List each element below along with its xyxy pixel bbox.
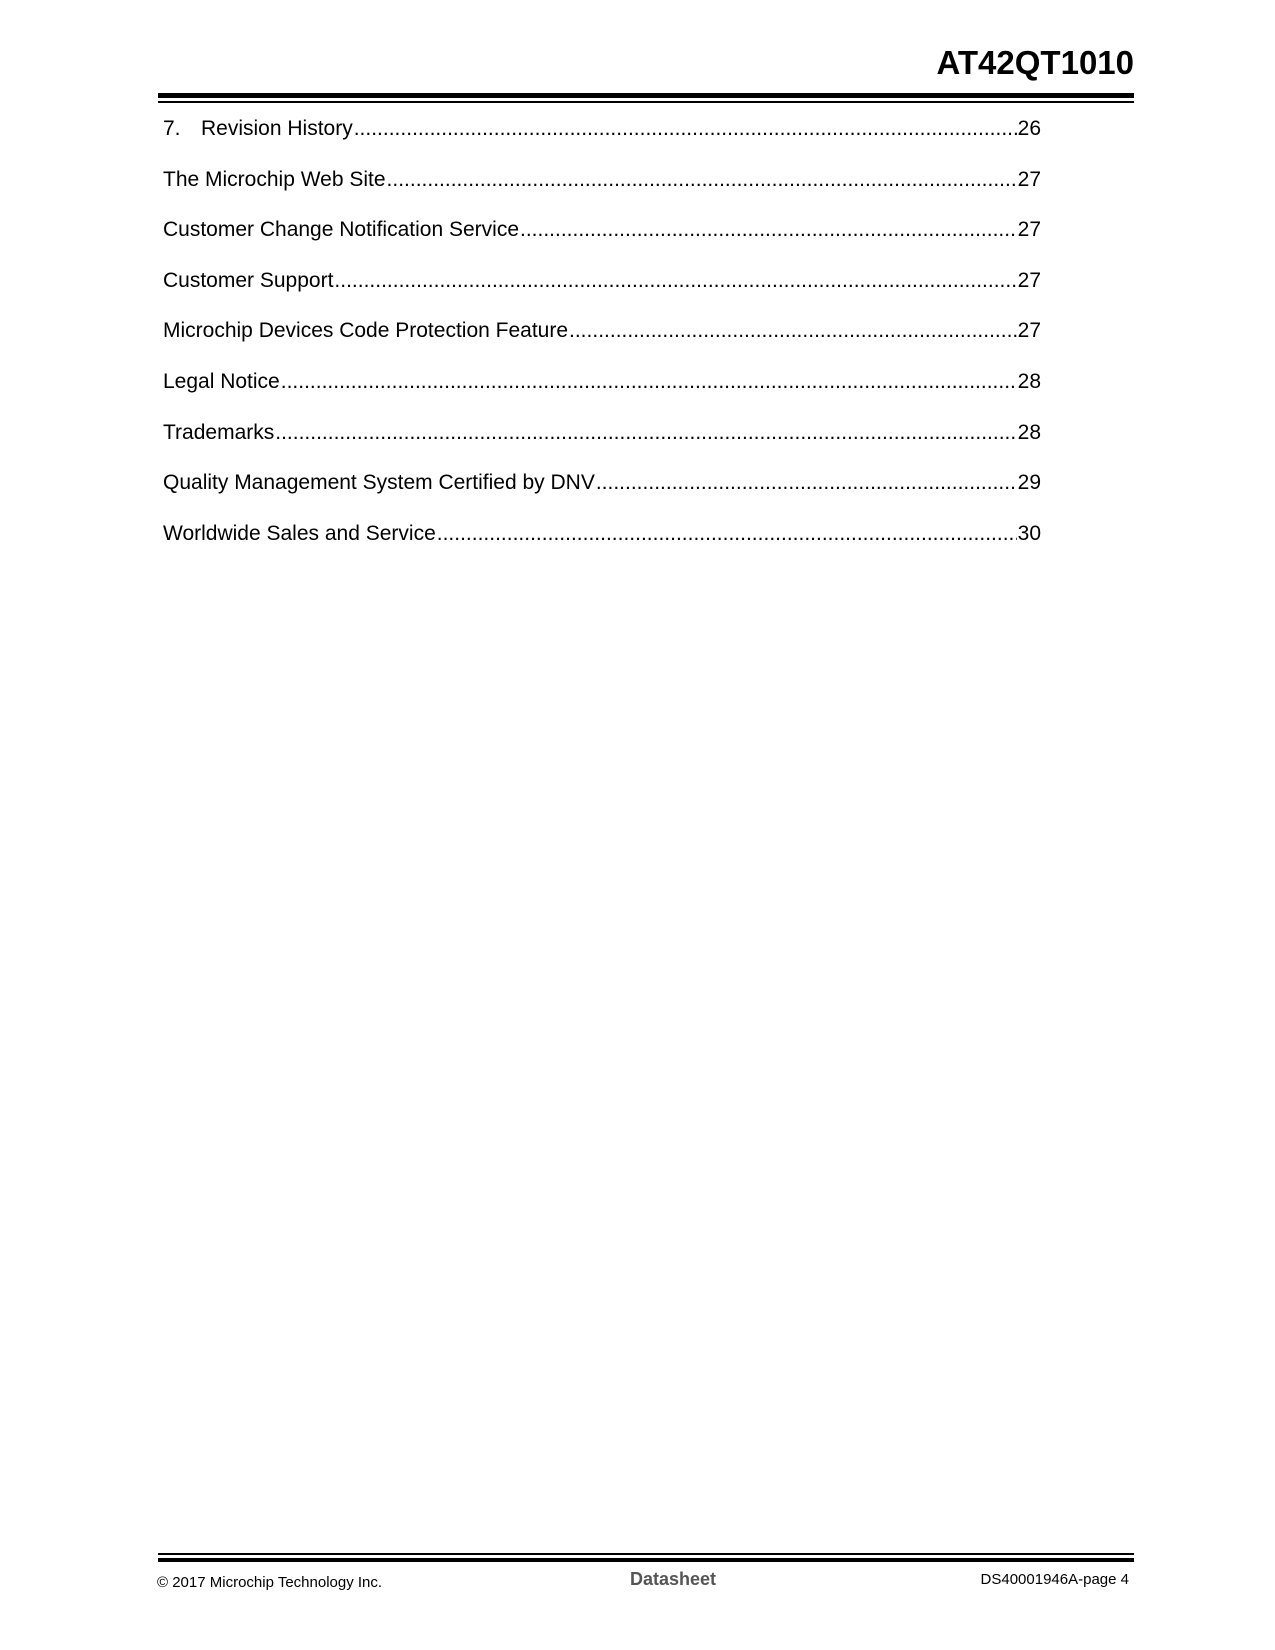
toc-entry-change-notification[interactable] <box>163 219 1041 270</box>
toc-dot-leader <box>275 422 1016 443</box>
footer-rule-thick <box>158 1558 1134 1562</box>
toc-dot-leader <box>281 371 1017 392</box>
toc-entry-label[interactable]: Legal Notice <box>163 370 280 393</box>
toc-entry-code-protection[interactable] <box>163 320 1041 371</box>
footer-doc-type: Datasheet <box>630 1569 717 1589</box>
toc-entry-worldwide-sales[interactable] <box>163 523 1041 574</box>
toc-entry-page[interactable]: 28 <box>1017 421 1041 444</box>
toc-entry-label[interactable]: Trademarks <box>163 421 275 444</box>
toc-entry-revision-history[interactable] <box>163 118 1041 169</box>
document-title: AT42QT1010 <box>936 44 1134 81</box>
toc-entry-quality-management[interactable] <box>163 472 1041 523</box>
toc-entry-legal-notice[interactable] <box>163 371 1041 422</box>
toc-entry-label[interactable]: Customer Change Notification Service <box>163 219 519 242</box>
toc-entry-label[interactable]: Microchip Devices Code Protection Feature <box>163 320 569 343</box>
toc-entry-page[interactable]: 27 <box>1017 219 1041 242</box>
toc-dot-leader <box>354 118 1017 139</box>
toc-dot-leader <box>387 169 1017 190</box>
toc-entry-number: 7. <box>163 118 181 140</box>
toc-entry-page[interactable]: 27 <box>1017 168 1041 191</box>
toc-dot-leader <box>569 320 1017 341</box>
toc-entry-label[interactable]: Worldwide Sales and Service <box>163 522 436 545</box>
toc-entry-page[interactable]: 26 <box>1017 118 1041 140</box>
toc-dot-leader <box>596 472 1017 493</box>
toc-entry-page[interactable]: 27 <box>1017 269 1041 292</box>
toc-entry-label[interactable]: Revision History <box>201 118 353 140</box>
toc-entry-customer-support[interactable] <box>163 270 1041 321</box>
footer-rule-thin <box>158 1553 1134 1555</box>
toc-entry-page[interactable]: 30 <box>1017 522 1041 545</box>
table-of-contents <box>163 118 1041 573</box>
toc-entry-label[interactable]: Quality Management System Certified by DNV <box>163 472 595 495</box>
toc-dot-leader <box>437 523 1017 544</box>
toc-entry-page[interactable]: 27 <box>1017 320 1041 343</box>
footer-page-number: DS40001946A-page 4 <box>980 1571 1129 1588</box>
toc-entry-label[interactable]: The Microchip Web Site <box>163 168 386 191</box>
toc-entry-page[interactable]: 28 <box>1017 370 1041 393</box>
toc-dot-leader <box>520 219 1017 240</box>
toc-entry-web-site[interactable] <box>163 169 1041 220</box>
header-rule-thin <box>158 101 1134 103</box>
header-rule-thick <box>158 93 1134 98</box>
toc-entry-label[interactable]: Customer Support <box>163 269 334 292</box>
toc-dot-leader <box>334 270 1016 291</box>
toc-entry-page[interactable]: 29 <box>1017 472 1041 495</box>
toc-entry-trademarks[interactable] <box>163 422 1041 473</box>
footer-copyright: © 2017 Microchip Technology Inc. <box>157 1574 383 1591</box>
